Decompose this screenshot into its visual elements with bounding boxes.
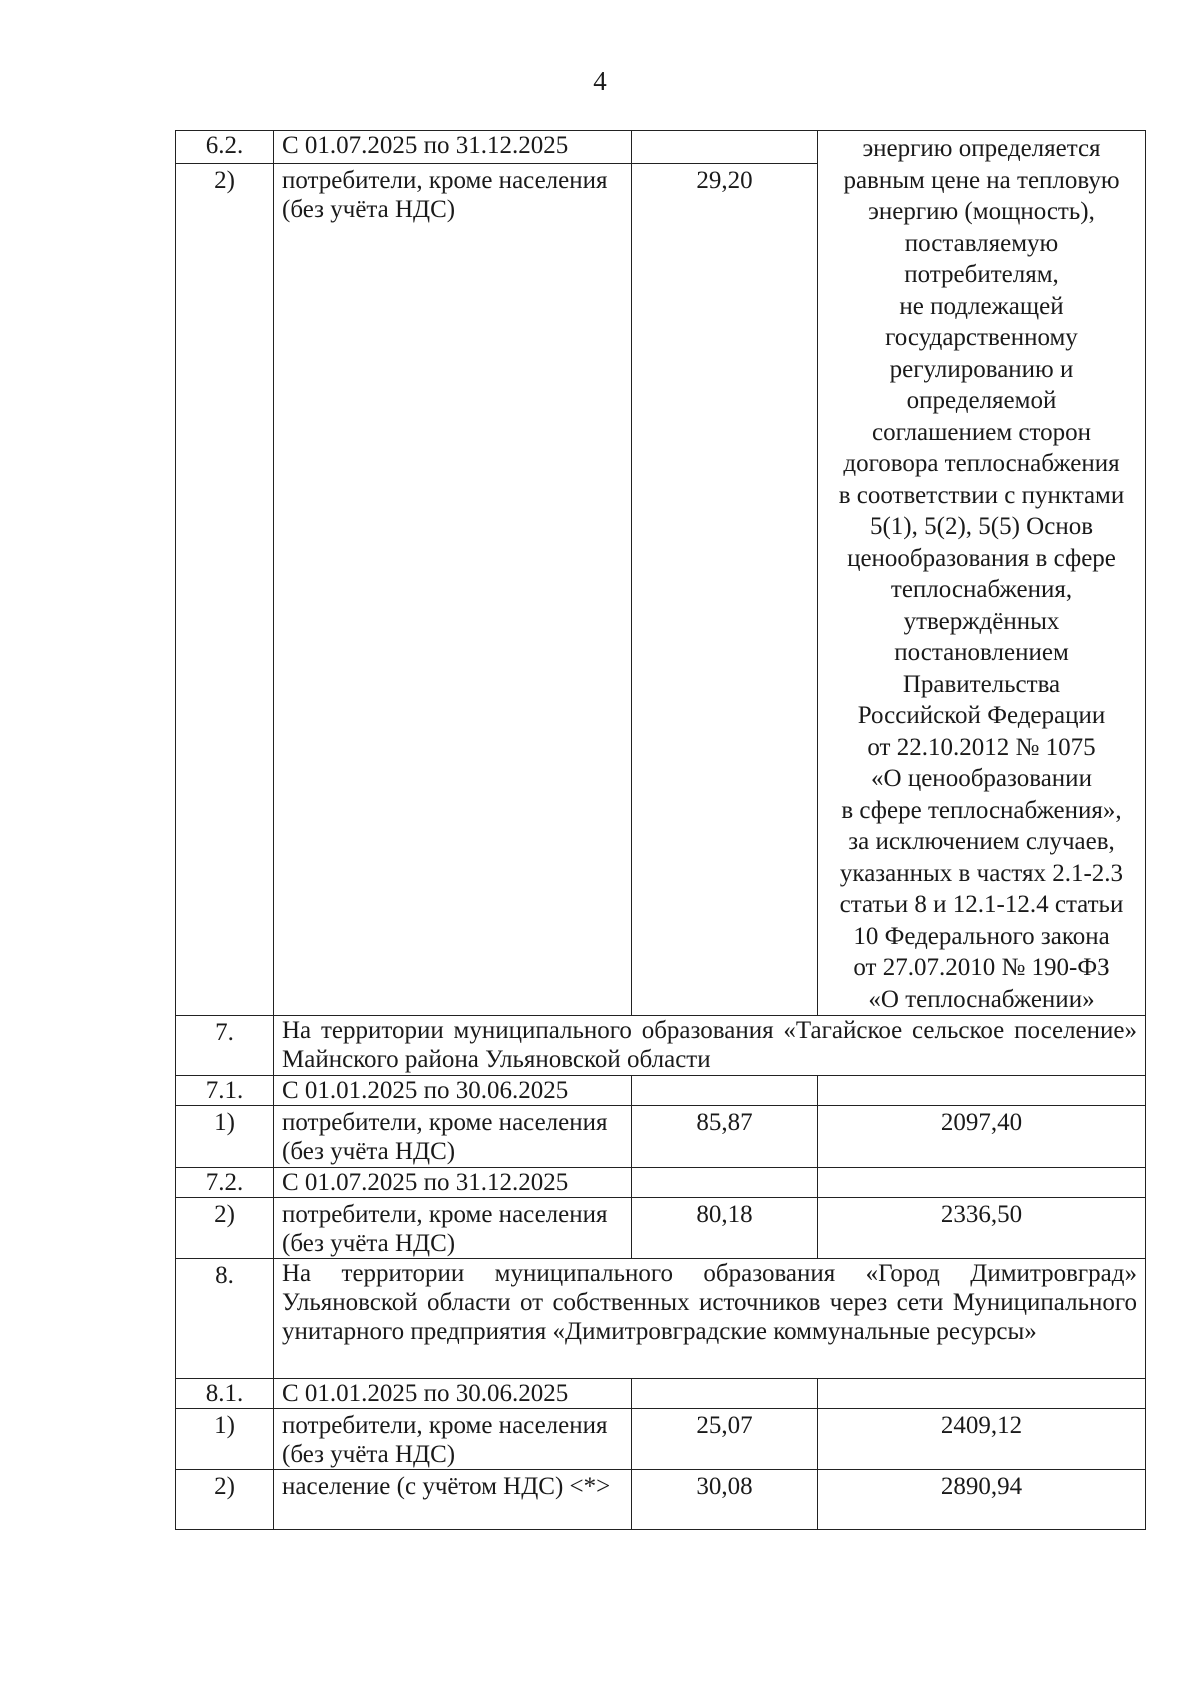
note-line: ценообразования в сфере — [847, 544, 1116, 572]
note-line: от 22.10.2012 № 1075 — [867, 733, 1096, 761]
row-number: 7. — [176, 1016, 274, 1076]
note-line: регулированию и — [889, 355, 1074, 383]
tariff-value: 25,07 — [632, 1409, 818, 1470]
item-row-7-1-1 — [176, 1106, 1146, 1168]
row-number: 6.2. — [176, 131, 274, 164]
note-line: указанных в частях 2.1-2.3 — [839, 859, 1124, 887]
row-number: 1) — [176, 1106, 274, 1168]
tariff-table — [175, 130, 1146, 1530]
item-row-8-1-1 — [176, 1409, 1146, 1470]
row-number: 8. — [176, 1259, 274, 1379]
note-line: в сфере теплоснабжения», — [841, 796, 1122, 824]
item-row-7-2-2 — [176, 1198, 1146, 1259]
note-line: 5(1), 5(2), 5(5) Основ — [869, 513, 1094, 540]
consumer-description: население (с учётом НДС) <*> — [274, 1470, 632, 1530]
note-line: поставляемую — [904, 229, 1059, 257]
note-line: теплоснабжения, — [890, 576, 1073, 603]
section-row-7-2 — [176, 1168, 1146, 1198]
page-number: 4 — [593, 66, 607, 96]
section-row-6-2 — [176, 131, 1146, 164]
empty-note-cell — [818, 1168, 1146, 1198]
empty-value-cell — [632, 1379, 818, 1409]
period-label: С 01.01.2025 по 30.06.2025 — [274, 1379, 632, 1409]
power-tariff-value: 2336,50 — [818, 1198, 1146, 1259]
power-tariff-value: 2409,12 — [818, 1409, 1146, 1470]
note-line: равным цене на тепловую — [843, 166, 1120, 194]
note-line: в соответствии с пунктами — [838, 481, 1125, 509]
note-line: утверждённых — [903, 607, 1060, 635]
period-label: С 01.07.2025 по 31.12.2025 — [274, 131, 632, 164]
tariff-value: 85,87 — [632, 1106, 818, 1168]
note-line: 10 Федерального закона — [853, 922, 1110, 950]
note-line: договора теплоснабжения — [843, 450, 1120, 477]
tariff-value: 29,20 — [632, 163, 818, 1015]
note-line: определяемой — [906, 387, 1057, 414]
note-line: не подлежащей — [899, 292, 1064, 320]
note-line: Правительства — [902, 670, 1061, 698]
note-line: за исключением случаев, — [848, 828, 1115, 855]
row-number: 2) — [176, 163, 274, 1015]
row-number: 2) — [176, 1470, 274, 1530]
note-line: «О теплоснабжении» — [868, 985, 1095, 1013]
note-line: от 27.07.2010 № 190-ФЗ — [853, 954, 1110, 981]
consumer-description: потребители, кроме населения (без учёта НДС) — [274, 163, 632, 1015]
note-cell-6-2 — [818, 131, 1146, 1016]
tariff-value: 30,08 — [632, 1470, 818, 1530]
item-row-8-1-2 — [176, 1470, 1146, 1530]
row-number: 1) — [176, 1409, 274, 1470]
row-number: 7.1. — [176, 1076, 274, 1106]
note-line: «О ценообразовании — [871, 765, 1092, 792]
note-line: соглашением сторон — [872, 418, 1091, 446]
section-row-8-1 — [176, 1379, 1146, 1409]
note-line: потребителям, — [904, 261, 1059, 288]
empty-value-cell — [632, 1168, 818, 1198]
note-line: статьи 8 и 12.1-12.4 статьи — [839, 891, 1124, 918]
period-label: С 01.07.2025 по 31.12.2025 — [274, 1168, 632, 1198]
empty-value-cell — [632, 1076, 818, 1106]
row-number: 8.1. — [176, 1379, 274, 1409]
empty-note-cell — [818, 1076, 1146, 1106]
territory-description: На территории муниципального образования «Город Димитровград» Ульяновской области от собственных источников через сети Муниципального унитарного предприятия «Димитровградские коммунальные ресурсы» — [274, 1259, 1146, 1379]
tariff-value: 80,18 — [632, 1198, 818, 1259]
power-tariff-value: 2097,40 — [818, 1106, 1146, 1168]
note-line: энергию определяется — [862, 135, 1101, 162]
empty-note-cell — [818, 1379, 1146, 1409]
period-label: С 01.01.2025 по 30.06.2025 — [274, 1076, 632, 1106]
note-line: государственному — [885, 324, 1078, 351]
consumer-description: потребители, кроме населения (без учёта НДС) — [274, 1106, 632, 1168]
row-number: 7.2. — [176, 1168, 274, 1198]
empty-value-cell — [632, 131, 818, 164]
consumer-description: потребители, кроме населения (без учёта НДС) — [274, 1198, 632, 1259]
consumer-description: потребители, кроме населения (без учёта НДС) — [274, 1409, 632, 1470]
territory-description: На территории муниципального образования «Тагайское сельское поселение» Майнского района Ульяновской области — [274, 1016, 1146, 1076]
note-line: постановлением — [894, 639, 1069, 666]
note-line: энергию (мощность), — [868, 198, 1095, 225]
section-row-7-1 — [176, 1076, 1146, 1106]
note-line: Российской Федерации — [857, 702, 1106, 729]
power-tariff-value: 2890,94 — [818, 1470, 1146, 1530]
row-number: 2) — [176, 1198, 274, 1259]
territory-row-8 — [176, 1259, 1146, 1379]
territory-row-7 — [176, 1016, 1146, 1076]
